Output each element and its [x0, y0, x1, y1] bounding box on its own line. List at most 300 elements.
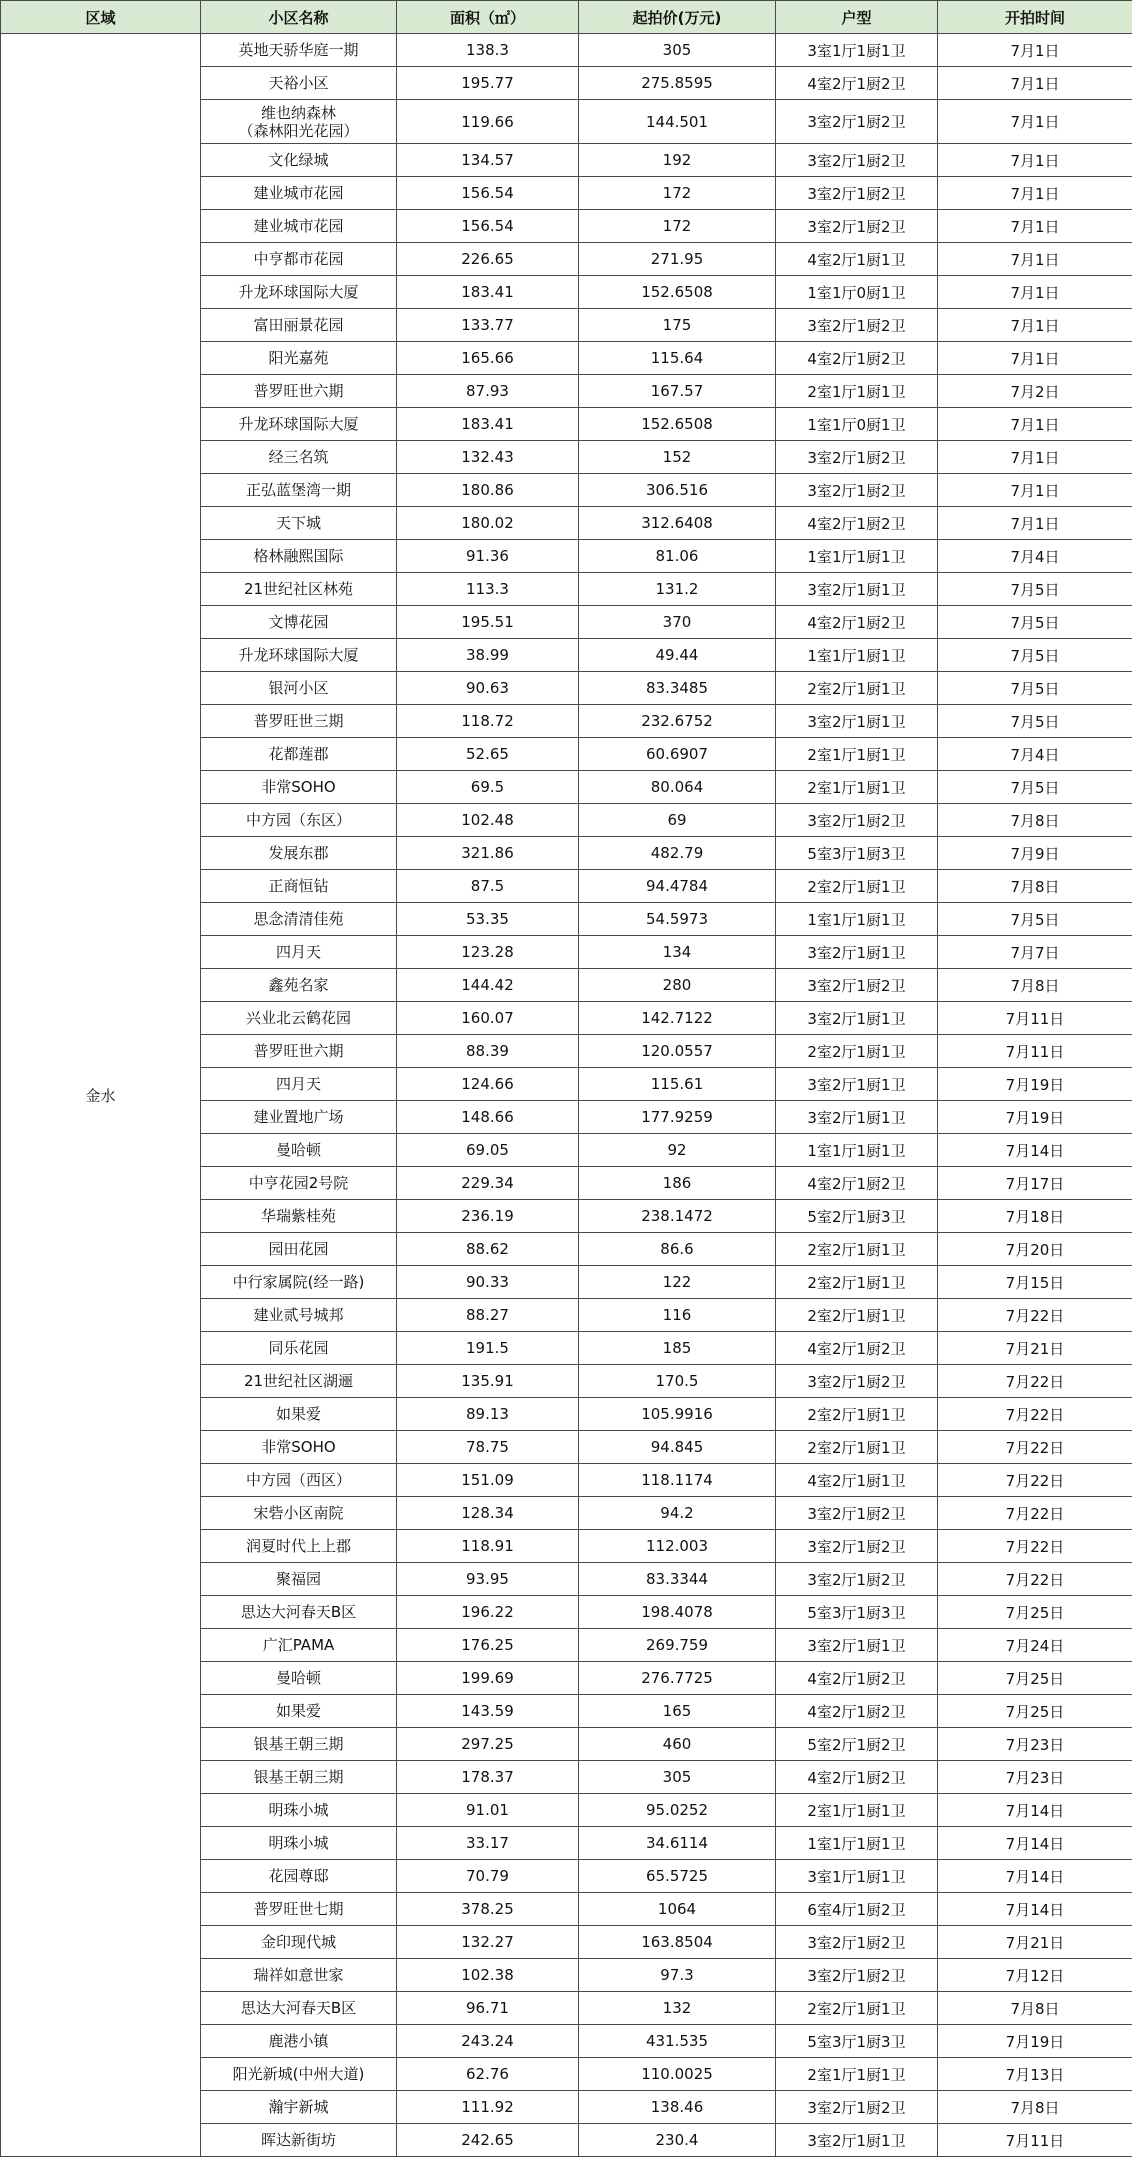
- cell-layout: 3室2厅1厨2卫: [776, 441, 938, 474]
- cell-area: 69.5: [397, 771, 579, 804]
- cell-layout: 2室1厅1厨1卫: [776, 1794, 938, 1827]
- cell-layout: 2室2厅1厨1卫: [776, 1299, 938, 1332]
- cell-starting-price: 115.61: [579, 1068, 776, 1101]
- cell-starting-price: 431.535: [579, 2025, 776, 2058]
- community-name-text: 英地天骄华庭一期: [201, 41, 396, 59]
- cell-area: 87.5: [397, 870, 579, 903]
- cell-layout: 2室1厅1厨1卫: [776, 738, 938, 771]
- cell-starting-price: 276.7725: [579, 1662, 776, 1695]
- cell-area: 165.66: [397, 342, 579, 375]
- cell-area: 133.77: [397, 309, 579, 342]
- cell-starting-price: 94.4784: [579, 870, 776, 903]
- cell-community-name: [201, 1596, 397, 1629]
- community-name-text: 广汇PAMA: [201, 1636, 396, 1654]
- cell-area: 70.79: [397, 1860, 579, 1893]
- cell-auction-date: 7月14日: [938, 1794, 1132, 1827]
- cell-community-name: [201, 1167, 397, 1200]
- cell-area: 160.07: [397, 1002, 579, 1035]
- community-name-text: 如果爱: [201, 1702, 396, 1720]
- cell-layout: 3室2厅1厨2卫: [776, 309, 938, 342]
- cell-community-name: [201, 2091, 397, 2124]
- cell-auction-date: 7月25日: [938, 1662, 1132, 1695]
- cell-area: 156.54: [397, 177, 579, 210]
- cell-starting-price: 312.6408: [579, 507, 776, 540]
- cell-community-name: [201, 2058, 397, 2091]
- cell-community-name: [201, 1035, 397, 1068]
- community-name-text: 鹿港小镇: [201, 2032, 396, 2050]
- cell-community-name: [201, 2025, 397, 2058]
- community-name-text: 同乐花园: [201, 1339, 396, 1357]
- cell-community-name: [201, 540, 397, 573]
- cell-layout: 3室2厅1厨1卫: [776, 1002, 938, 1035]
- cell-layout: 2室2厅1厨1卫: [776, 1035, 938, 1068]
- cell-layout: 2室2厅1厨1卫: [776, 870, 938, 903]
- header-area: 面积（㎡）: [397, 1, 579, 34]
- community-name-text: 四月天: [201, 943, 396, 961]
- cell-layout: 3室2厅1厨2卫: [776, 474, 938, 507]
- table-row: [1, 34, 1132, 67]
- cell-auction-date: 7月22日: [938, 1464, 1132, 1497]
- cell-layout: 3室1厅1厨1卫: [776, 1860, 938, 1893]
- cell-community-name: [201, 309, 397, 342]
- community-name-text: 富田丽景花园: [201, 316, 396, 334]
- cell-community-name: [201, 243, 397, 276]
- cell-community-name: [201, 1761, 397, 1794]
- cell-layout: 4室2厅1厨2卫: [776, 67, 938, 100]
- cell-community-name: [201, 771, 397, 804]
- community-name-text: 经三名筑: [201, 448, 396, 466]
- cell-starting-price: 144.501: [579, 100, 776, 144]
- cell-community-name: [201, 573, 397, 606]
- cell-starting-price: 65.5725: [579, 1860, 776, 1893]
- community-name-text: 中亨花园2号院: [201, 1174, 396, 1192]
- cell-auction-date: 7月22日: [938, 1398, 1132, 1431]
- cell-auction-date: 7月25日: [938, 1596, 1132, 1629]
- cell-area: 180.02: [397, 507, 579, 540]
- cell-community-name: [201, 672, 397, 705]
- community-name-text: 普罗旺世三期: [201, 712, 396, 730]
- cell-starting-price: 232.6752: [579, 705, 776, 738]
- cell-community-name: [201, 1794, 397, 1827]
- community-name-text: 建业城市花园: [201, 217, 396, 235]
- cell-area: 123.28: [397, 936, 579, 969]
- cell-area: 124.66: [397, 1068, 579, 1101]
- cell-area: 91.01: [397, 1794, 579, 1827]
- cell-area: 132.27: [397, 1926, 579, 1959]
- cell-auction-date: 7月14日: [938, 1893, 1132, 1926]
- cell-layout: 3室2厅1厨1卫: [776, 936, 938, 969]
- cell-auction-date: 7月12日: [938, 1959, 1132, 1992]
- cell-auction-date: 7月22日: [938, 1299, 1132, 1332]
- cell-layout: 2室1厅1厨1卫: [776, 771, 938, 804]
- cell-layout: 2室1厅1厨1卫: [776, 375, 938, 408]
- cell-area: 196.22: [397, 1596, 579, 1629]
- cell-community-name: [201, 606, 397, 639]
- cell-auction-date: 7月21日: [938, 1332, 1132, 1365]
- cell-community-name: [201, 67, 397, 100]
- cell-community-name: [201, 1629, 397, 1662]
- cell-area: 52.65: [397, 738, 579, 771]
- community-name-text: 中亨都市花园: [201, 250, 396, 268]
- community-name-text: 曼哈顿: [201, 1669, 396, 1687]
- cell-auction-date: 7月19日: [938, 1101, 1132, 1134]
- cell-starting-price: 142.7122: [579, 1002, 776, 1035]
- cell-layout: 4室2厅1厨2卫: [776, 1332, 938, 1365]
- cell-layout: 3室2厅1厨2卫: [776, 1365, 938, 1398]
- cell-auction-date: 7月14日: [938, 1827, 1132, 1860]
- cell-auction-date: 7月5日: [938, 771, 1132, 804]
- cell-layout: 3室2厅1厨2卫: [776, 100, 938, 144]
- community-name-text: 非常SOHO: [201, 1438, 396, 1456]
- cell-layout: 3室2厅1厨2卫: [776, 1497, 938, 1530]
- cell-layout: 1室1厅1厨1卫: [776, 1134, 938, 1167]
- cell-area: 243.24: [397, 2025, 579, 2058]
- cell-area: 88.62: [397, 1233, 579, 1266]
- cell-community-name: [201, 1365, 397, 1398]
- cell-auction-date: 7月8日: [938, 969, 1132, 1002]
- cell-area: 88.27: [397, 1299, 579, 1332]
- cell-auction-date: 7月22日: [938, 1530, 1132, 1563]
- cell-auction-date: 7月22日: [938, 1497, 1132, 1530]
- cell-starting-price: 116: [579, 1299, 776, 1332]
- cell-starting-price: 172: [579, 210, 776, 243]
- cell-area: 178.37: [397, 1761, 579, 1794]
- cell-area: 236.19: [397, 1200, 579, 1233]
- cell-starting-price: 94.2: [579, 1497, 776, 1530]
- cell-community-name: [201, 1266, 397, 1299]
- cell-community-name: [201, 1662, 397, 1695]
- cell-community-name: [201, 507, 397, 540]
- cell-area: 151.09: [397, 1464, 579, 1497]
- cell-community-name: [201, 870, 397, 903]
- cell-auction-date: 7月8日: [938, 804, 1132, 837]
- cell-layout: 6室4厅1厨2卫: [776, 1893, 938, 1926]
- cell-area: 78.75: [397, 1431, 579, 1464]
- cell-starting-price: 120.0557: [579, 1035, 776, 1068]
- community-name-text: 发展东郡: [201, 844, 396, 862]
- cell-community-name: [201, 1860, 397, 1893]
- cell-layout: 3室2厅1厨2卫: [776, 210, 938, 243]
- cell-auction-date: 7月4日: [938, 738, 1132, 771]
- cell-auction-date: 7月11日: [938, 1002, 1132, 1035]
- cell-area: 242.65: [397, 2124, 579, 2157]
- cell-community-name: [201, 1200, 397, 1233]
- cell-area: 138.3: [397, 34, 579, 67]
- cell-community-name: [201, 1992, 397, 2025]
- cell-layout: 4室2厅1厨2卫: [776, 1167, 938, 1200]
- cell-layout: 1室1厅0厨1卫: [776, 276, 938, 309]
- cell-auction-date: 7月5日: [938, 672, 1132, 705]
- community-name-text: 聚福园: [201, 1570, 396, 1588]
- cell-layout: 3室2厅1厨2卫: [776, 1959, 938, 1992]
- community-name-text: 文化绿城: [201, 151, 396, 169]
- cell-community-name: [201, 936, 397, 969]
- cell-starting-price: 110.0025: [579, 2058, 776, 2091]
- table-body: [1, 34, 1132, 2157]
- cell-auction-date: 7月1日: [938, 441, 1132, 474]
- cell-auction-date: 7月23日: [938, 1728, 1132, 1761]
- cell-layout: 3室2厅1厨2卫: [776, 2091, 938, 2124]
- cell-layout: 1室1厅1厨1卫: [776, 540, 938, 573]
- cell-auction-date: 7月8日: [938, 870, 1132, 903]
- cell-starting-price: 482.79: [579, 837, 776, 870]
- cell-auction-date: 7月1日: [938, 276, 1132, 309]
- cell-starting-price: 271.95: [579, 243, 776, 276]
- community-name-text: 花都莲郡: [201, 745, 396, 763]
- cell-starting-price: 306.516: [579, 474, 776, 507]
- cell-area: 144.42: [397, 969, 579, 1002]
- cell-community-name: [201, 1002, 397, 1035]
- cell-layout: 3室2厅1厨1卫: [776, 705, 938, 738]
- cell-starting-price: 175: [579, 309, 776, 342]
- cell-area: 62.76: [397, 2058, 579, 2091]
- cell-area: 134.57: [397, 144, 579, 177]
- cell-starting-price: 122: [579, 1266, 776, 1299]
- cell-community-name: [201, 903, 397, 936]
- community-name-text: 普罗旺世六期: [201, 1042, 396, 1060]
- cell-community-name: [201, 639, 397, 672]
- cell-auction-date: 7月1日: [938, 210, 1132, 243]
- cell-starting-price: 152: [579, 441, 776, 474]
- community-name-text: 润夏时代上上郡: [201, 1537, 396, 1555]
- cell-area: 90.63: [397, 672, 579, 705]
- cell-auction-date: 7月1日: [938, 34, 1132, 67]
- cell-community-name: [201, 969, 397, 1002]
- cell-layout: 2室2厅1厨1卫: [776, 1266, 938, 1299]
- cell-community-name: [201, 210, 397, 243]
- cell-starting-price: 152.6508: [579, 408, 776, 441]
- cell-starting-price: 460: [579, 1728, 776, 1761]
- cell-auction-date: 7月14日: [938, 1134, 1132, 1167]
- cell-auction-date: 7月21日: [938, 1926, 1132, 1959]
- cell-community-name: [201, 1728, 397, 1761]
- cell-starting-price: 54.5973: [579, 903, 776, 936]
- community-name-text: 银基王朝三期: [201, 1768, 396, 1786]
- cell-community-name: [201, 1695, 397, 1728]
- community-name-text: 建业城市花园: [201, 184, 396, 202]
- community-name-text: 瀚宇新城: [201, 2098, 396, 2116]
- cell-area: 33.17: [397, 1827, 579, 1860]
- cell-layout: 3室2厅1厨2卫: [776, 804, 938, 837]
- community-name-text: 思达大河春天B区: [201, 1603, 396, 1621]
- cell-area: 96.71: [397, 1992, 579, 2025]
- cell-auction-date: 7月15日: [938, 1266, 1132, 1299]
- cell-auction-date: 7月5日: [938, 903, 1132, 936]
- cell-area: 297.25: [397, 1728, 579, 1761]
- cell-auction-date: 7月1日: [938, 243, 1132, 276]
- cell-area: 89.13: [397, 1398, 579, 1431]
- cell-starting-price: 186: [579, 1167, 776, 1200]
- cell-layout: 1室1厅0厨1卫: [776, 408, 938, 441]
- header-layout: 户型: [776, 1, 938, 34]
- community-name-text: 文博花园: [201, 613, 396, 631]
- header-starting-price: 起拍价(万元): [579, 1, 776, 34]
- cell-area: 118.91: [397, 1530, 579, 1563]
- cell-community-name: [201, 441, 397, 474]
- cell-starting-price: 95.0252: [579, 1794, 776, 1827]
- cell-area: 195.77: [397, 67, 579, 100]
- cell-community-name: [201, 837, 397, 870]
- community-name-text: 华瑞紫桂苑: [201, 1207, 396, 1225]
- cell-community-name: [201, 705, 397, 738]
- community-name-text: 中方园（西区）: [201, 1471, 396, 1489]
- community-name-text: 正商恒钻: [201, 877, 396, 895]
- cell-area: 90.33: [397, 1266, 579, 1299]
- cell-starting-price: 69: [579, 804, 776, 837]
- cell-starting-price: 86.6: [579, 1233, 776, 1266]
- cell-layout: 3室2厅1厨1卫: [776, 1068, 938, 1101]
- cell-starting-price: 34.6114: [579, 1827, 776, 1860]
- cell-community-name: [201, 1134, 397, 1167]
- cell-auction-date: 7月25日: [938, 1695, 1132, 1728]
- cell-area: 183.41: [397, 276, 579, 309]
- cell-layout: 4室2厅1厨2卫: [776, 342, 938, 375]
- cell-area: 321.86: [397, 837, 579, 870]
- community-name-text: 中行家属院(经一路): [201, 1273, 396, 1291]
- cell-auction-date: 7月24日: [938, 1629, 1132, 1662]
- community-name-text: 晖达新街坊: [201, 2131, 396, 2149]
- cell-layout: 4室2厅1厨2卫: [776, 1761, 938, 1794]
- cell-layout: 2室1厅1厨1卫: [776, 2058, 938, 2091]
- cell-starting-price: 230.4: [579, 2124, 776, 2157]
- cell-area: 102.48: [397, 804, 579, 837]
- cell-layout: 5室2厅1厨2卫: [776, 1728, 938, 1761]
- cell-starting-price: 80.064: [579, 771, 776, 804]
- cell-area: 183.41: [397, 408, 579, 441]
- cell-starting-price: 83.3485: [579, 672, 776, 705]
- cell-community-name: [201, 375, 397, 408]
- cell-auction-date: 7月8日: [938, 2091, 1132, 2124]
- cell-starting-price: 97.3: [579, 1959, 776, 1992]
- cell-layout: 5室2厅1厨3卫: [776, 1200, 938, 1233]
- community-name-text: 明珠小城: [201, 1801, 396, 1819]
- cell-layout: 3室2厅1厨1卫: [776, 573, 938, 606]
- cell-starting-price: 192: [579, 144, 776, 177]
- cell-community-name: [201, 1398, 397, 1431]
- cell-layout: 4室2厅1厨1卫: [776, 1464, 938, 1497]
- cell-layout: 2室2厅1厨1卫: [776, 672, 938, 705]
- cell-auction-date: 7月18日: [938, 1200, 1132, 1233]
- cell-community-name: [201, 474, 397, 507]
- cell-starting-price: 105.9916: [579, 1398, 776, 1431]
- cell-community-name: [201, 34, 397, 67]
- cell-area: 195.51: [397, 606, 579, 639]
- cell-community-name: [201, 177, 397, 210]
- cell-area: 91.36: [397, 540, 579, 573]
- community-name-text: 普罗旺世六期: [201, 382, 396, 400]
- cell-area: 87.93: [397, 375, 579, 408]
- cell-community-name: [201, 1101, 397, 1134]
- cell-layout: 2室2厅1厨1卫: [776, 1431, 938, 1464]
- cell-area: 156.54: [397, 210, 579, 243]
- cell-community-name: [201, 804, 397, 837]
- cell-starting-price: 185: [579, 1332, 776, 1365]
- cell-layout: 3室2厅1厨2卫: [776, 1926, 938, 1959]
- cell-area: 132.43: [397, 441, 579, 474]
- community-name-text: 21世纪社区湖逦: [201, 1372, 396, 1390]
- cell-starting-price: 138.46: [579, 2091, 776, 2124]
- cell-auction-date: 7月1日: [938, 177, 1132, 210]
- cell-auction-date: 7月1日: [938, 507, 1132, 540]
- cell-starting-price: 167.57: [579, 375, 776, 408]
- cell-community-name: [201, 1827, 397, 1860]
- cell-layout: 5室3厅1厨3卫: [776, 2025, 938, 2058]
- community-name-text: 金印现代城: [201, 1933, 396, 1951]
- cell-starting-price: 275.8595: [579, 67, 776, 100]
- cell-area: 93.95: [397, 1563, 579, 1596]
- cell-auction-date: 7月1日: [938, 100, 1132, 144]
- cell-starting-price: 134: [579, 936, 776, 969]
- community-name-text: 如果爱: [201, 1405, 396, 1423]
- cell-starting-price: 305: [579, 34, 776, 67]
- cell-layout: 5室3厅1厨3卫: [776, 837, 938, 870]
- community-name-text: 鑫苑名家: [201, 976, 396, 994]
- cell-area: 69.05: [397, 1134, 579, 1167]
- cell-starting-price: 92: [579, 1134, 776, 1167]
- community-name-text: 瑞祥如意世家: [201, 1966, 396, 1984]
- cell-area: 102.38: [397, 1959, 579, 1992]
- cell-layout: 4室2厅1厨1卫: [776, 243, 938, 276]
- cell-area: 229.34: [397, 1167, 579, 1200]
- cell-area: 199.69: [397, 1662, 579, 1695]
- community-name-text: 非常SOHO: [201, 778, 396, 796]
- cell-starting-price: 81.06: [579, 540, 776, 573]
- community-name-text: 园田花园: [201, 1240, 396, 1258]
- header-auction-date: 开拍时间: [938, 1, 1132, 34]
- cell-area: 180.86: [397, 474, 579, 507]
- cell-layout: 4室2厅1厨2卫: [776, 1662, 938, 1695]
- cell-starting-price: 115.64: [579, 342, 776, 375]
- cell-auction-date: 7月20日: [938, 1233, 1132, 1266]
- cell-region: 金水: [1, 34, 201, 2157]
- cell-layout: 4室2厅1厨2卫: [776, 507, 938, 540]
- cell-community-name: [201, 1332, 397, 1365]
- cell-starting-price: 269.759: [579, 1629, 776, 1662]
- cell-starting-price: 152.6508: [579, 276, 776, 309]
- cell-area: 38.99: [397, 639, 579, 672]
- cell-auction-date: 7月5日: [938, 639, 1132, 672]
- community-name-text: 格林融熙国际: [201, 547, 396, 565]
- community-name-text: 普罗旺世七期: [201, 1900, 396, 1918]
- header-row: [1, 1, 1132, 34]
- community-name-text: 曼哈顿: [201, 1141, 396, 1159]
- cell-community-name: [201, 342, 397, 375]
- cell-area: 53.35: [397, 903, 579, 936]
- cell-auction-date: 7月7日: [938, 936, 1132, 969]
- community-name-text: 建业贰号城邦: [201, 1306, 396, 1324]
- cell-starting-price: 131.2: [579, 573, 776, 606]
- cell-starting-price: 112.003: [579, 1530, 776, 1563]
- cell-layout: 1室1厅1厨1卫: [776, 1827, 938, 1860]
- cell-auction-date: 7月9日: [938, 837, 1132, 870]
- community-name-text: 升龙环球国际大厦: [201, 415, 396, 433]
- cell-starting-price: 94.845: [579, 1431, 776, 1464]
- cell-auction-date: 7月2日: [938, 375, 1132, 408]
- cell-community-name: [201, 100, 397, 144]
- cell-starting-price: 83.3344: [579, 1563, 776, 1596]
- cell-area: 176.25: [397, 1629, 579, 1662]
- cell-area: 88.39: [397, 1035, 579, 1068]
- cell-starting-price: 238.1472: [579, 1200, 776, 1233]
- cell-layout: 1室1厅1厨1卫: [776, 903, 938, 936]
- cell-community-name: [201, 1959, 397, 1992]
- cell-auction-date: 7月22日: [938, 1431, 1132, 1464]
- cell-auction-date: 7月22日: [938, 1365, 1132, 1398]
- cell-layout: 3室2厅1厨1卫: [776, 1629, 938, 1662]
- cell-auction-date: 7月1日: [938, 474, 1132, 507]
- cell-auction-date: 7月8日: [938, 1992, 1132, 2025]
- cell-community-name: [201, 1068, 397, 1101]
